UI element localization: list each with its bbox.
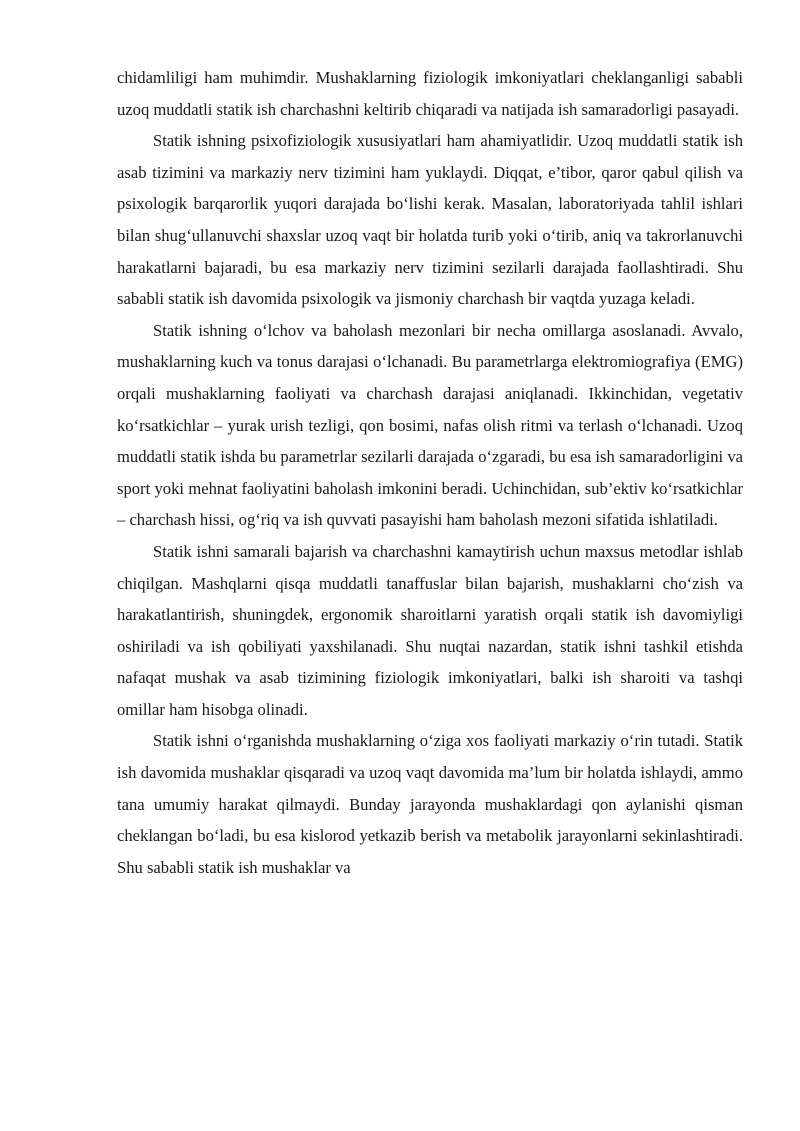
paragraph-2: Statik ishning psixofiziologik xususiyatlari ham ahamiyatlidir. Uzoq muddatli statik ish asab tizimini va markaziy nerv tizimini ham yuklaydi. Diqqat, e’tibor, qaror qabul qilish va psixologik barqarorlik yuqori darajada bo‘lishi kerak. Masalan, laboratoriyada tahlil ishlari bilan shug‘ullanuvchi shaxslar uzoq vaqt bir holatda turib yoki o‘tirib, aniq va takrorlanuvchi harakatlarni bajaradi, bu esa markaziy nerv tizimini sezilarli darajada faollashtiradi. Shu sababli statik ish davomida psixologik va jismoniy charchash bir vaqtda yuzaga keladi. bbox=[117, 131, 743, 309]
document-page bbox=[117, 62, 743, 883]
paragraph-1: chidamliligi ham muhimdir. Mushaklarning fiziologik imkoniyatlari cheklanganligi sababli uzoq muddatli statik ish charchashni keltirib chiqaradi va natijada ish samaradorligi pasayadi. bbox=[117, 68, 743, 119]
paragraph-5: Statik ishni o‘rganishda mushaklarning o‘ziga xos faoliyati markaziy o‘rin tutadi. Statik ish davomida mushaklar qisqaradi va uzoq vaqt davomida ma’lum bir holatda ishlaydi, ammo tana umumiy harakat qilmaydi. Bunday jarayonda mushaklardagi qon aylanishi qisman cheklangan bo‘ladi, bu esa kislorod yetkazib berish va metabolik jarayonlarni sekinlashtiradi. Shu sababli statik ish mushaklar va bbox=[117, 731, 743, 877]
paragraph-4: Statik ishni samarali bajarish va charchashni kamaytirish uchun maxsus metodlar ishlab chiqilgan. Mashqlarni qisqa muddatli tanaffuslar bilan bajarish, mushaklarni cho‘zish va harakatlantirish, shuningdek, ergonomik sharoitlarni yaratish orqali statik ish davomiyligi oshiriladi va ish qobiliyati yaxshilanadi. Shu nuqtai nazardan, statik ishni tashkil etishda nafaqat mushak va asab tizimining fiziologik imkoniyatlari, balki ish sharoiti va tashqi omillar ham hisobga olinadi. bbox=[117, 541, 743, 719]
paragraph-3: Statik ishning o‘lchov va baholash mezonlari bir necha omillarga asoslanadi. Avvalo, mushaklarning kuch va tonus darajasi o‘lchanadi. Bu parametrlarga elektromiografiya (EMG) orqali mushaklarning faoliyati va charchash darajasi aniqlanadi. Ikkinchidan, vegetativ ko‘rsatkichlar – yurak urish tezligi, qon bosimi, nafas olish ritmi va terlash o‘lchanadi. Uzoq muddatli statik ishda bu parametrlar sezilarli darajada o‘zgaradi, bu esa ish samaradorligini va sport yoki mehnat faoliyatini baholash imkonini beradi. Uchinchidan, sub’ektiv ko‘rsatkichlar – charchash hissi, og‘riq va ish quvvati pasayishi ham baholash mezoni sifatida ishlatiladi. bbox=[117, 320, 743, 530]
